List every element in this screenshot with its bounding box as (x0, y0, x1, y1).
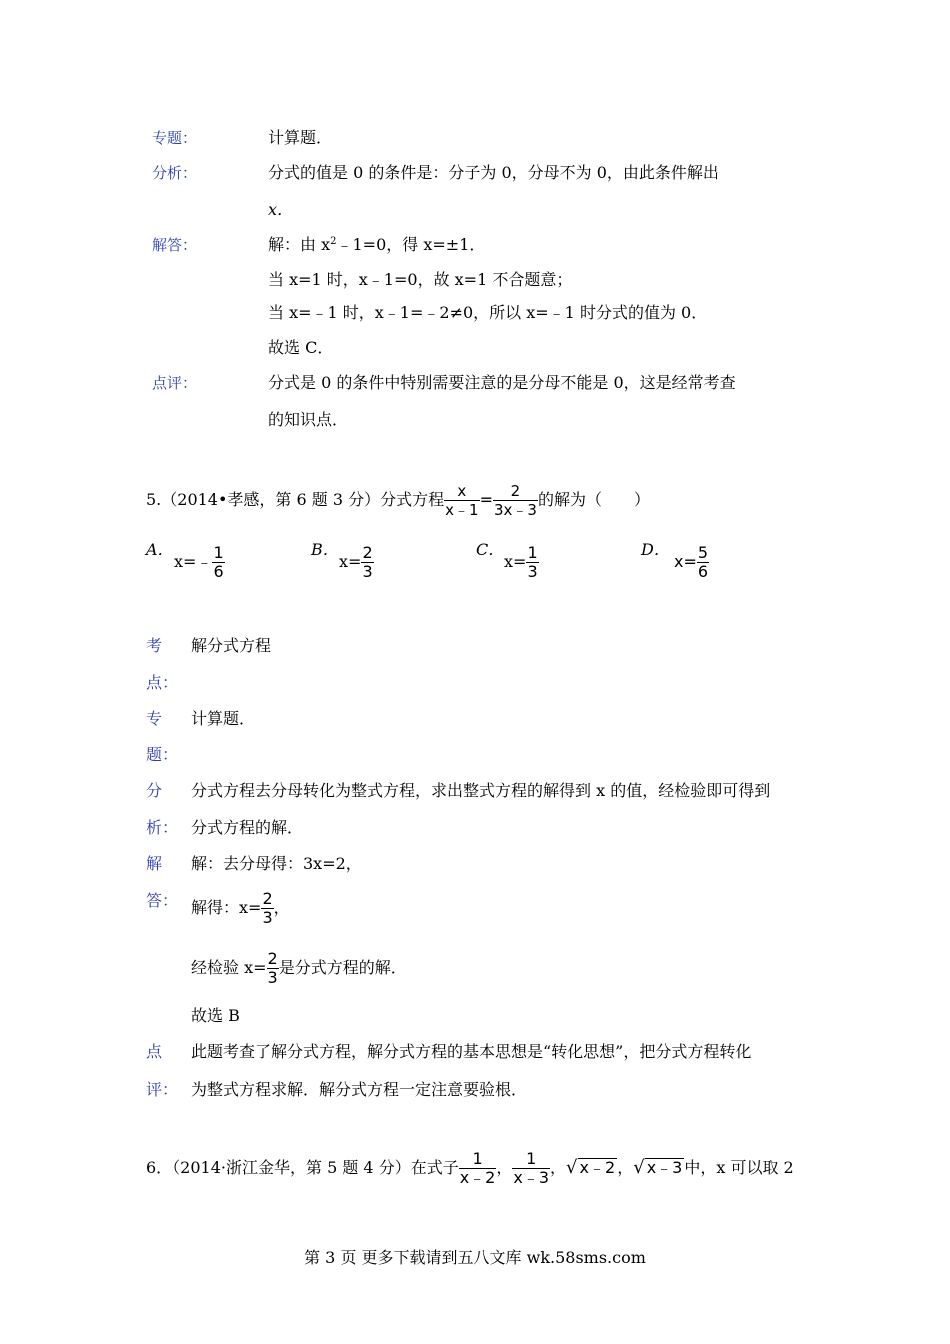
q5-option-a-den: 6 (213, 562, 224, 581)
q5-stem-prefix: 5.（2014•孝感，第 6 题 3 分）分式方程 (146, 490, 445, 509)
q4-jieda-line2: 当 x=1 时，x﹣1=0，故 x=1 不合题意； (268, 270, 573, 289)
q6-f1-den: x﹣2 (459, 1168, 496, 1187)
q6-f1-num: 1 (459, 1150, 497, 1169)
q5-stem-suffix: 的解为（ ） (537, 490, 650, 509)
q5-kaodian-label-2: 点： (146, 673, 179, 692)
q5-kaodian-label-1: 考 (146, 636, 163, 655)
q5-option-d[interactable] (641, 540, 670, 560)
q4-jieda-line1-a: 解：由 x (268, 235, 331, 254)
q5-stem (146, 478, 650, 522)
q5-option-a-letter: A． (146, 540, 174, 559)
q5-dianping-label-2: 评： (146, 1080, 179, 1099)
q5-option-a-fraction (212, 544, 224, 581)
q5-option-d-den: 6 (697, 562, 709, 581)
q5-fenxi-line2: 分式方程的解． (191, 818, 304, 837)
q5-jieda-label-1: 解 (146, 854, 163, 873)
q4-jieda-line1 (268, 235, 485, 255)
q5-eq-lhs-num: x (444, 482, 479, 501)
q5-jieda-line3-prefix: 经检验 x= (191, 958, 267, 977)
q4-zhuanti-label: 专题： (152, 129, 198, 147)
q5-jieda-line3-num: 2 (267, 949, 278, 968)
q5-option-b-num: 2 (362, 543, 373, 562)
q5-jieda-label-2: 答： (146, 891, 179, 910)
q4-jieda-line1-b: ﹣1=0，得 x=±1． (336, 235, 486, 254)
q4-dianping-label: 点评： (152, 374, 198, 392)
q5-eq-rhs-fraction (493, 482, 538, 519)
q5-jieda-line3-suffix: 是分式方程的解． (278, 958, 407, 977)
q5-dianping-label-1: 点 (146, 1042, 163, 1061)
q4-fenxi-line2: x． (268, 200, 294, 219)
q5-option-c-prefix: x= (504, 552, 527, 571)
q5-option-a-num: 1 (213, 543, 224, 562)
q5-option-a-prefix: x=﹣ (174, 552, 213, 571)
q6-sep2: ， (550, 1158, 567, 1177)
q6-sqrt2: x﹣3 (646, 1158, 683, 1177)
q6-stem-suffix: 中，x 可以取 2 (684, 1158, 794, 1177)
q4-dianping-line1: 分式是 0 的条件中特别需要注意的是分母不能是 0，这是经常考查 (268, 373, 736, 392)
q5-dianping-line1: 此题考查了解分式方程，解分式方程的基本思想是“转化思想”，把分式方程转化 (191, 1042, 752, 1061)
q5-option-c-value (504, 540, 539, 584)
q5-option-b-fraction (361, 544, 373, 581)
q4-jieda-line3: 当 x=﹣1 时，x﹣1=﹣2≠0，所以 x=﹣1 时分式的值为 0． (268, 303, 708, 322)
q5-option-a-value (174, 540, 225, 584)
q5-kaodian-text: 解分式方程 (191, 636, 272, 655)
q5-jieda-line1: 解：去分母得：3x=2， (191, 854, 362, 873)
q5-option-c-fraction (526, 544, 538, 581)
q5-option-d-num: 5 (697, 543, 709, 562)
q5-zhuanti-text: 计算题． (191, 709, 256, 728)
q5-fenxi-line1: 分式方程去分母转化为整式方程，求出整式方程的解得到 x 的值，经检验即可得到 (191, 781, 771, 800)
q5-zhuanti-label-1: 专 (146, 709, 163, 728)
q5-option-c-letter: C． (476, 540, 505, 559)
q5-jieda-line2-num: 2 (262, 889, 273, 908)
q6-sep3: ， (617, 1158, 634, 1177)
q5-jieda-line2-prefix: 解得：x= (191, 898, 262, 917)
q4-jieda-line1-sup: 2 (330, 236, 337, 247)
q5-option-b[interactable] (311, 540, 339, 560)
q5-eq-lhs-den: x﹣1 (445, 501, 479, 519)
q4-dianping-line2: 的知识点． (268, 410, 349, 429)
q5-zhuanti-label-2: 题： (146, 745, 179, 764)
q5-option-c[interactable] (476, 540, 504, 560)
q4-fenxi-label: 分析： (152, 164, 198, 182)
q6-sqrt1: x﹣2 (579, 1158, 616, 1177)
q4-zhuanti-text: 计算题． (268, 128, 333, 147)
q5-option-a[interactable] (146, 540, 174, 560)
q4-fenxi-line1: 分式的值是 0 的条件是：分子为 0，分母不为 0，由此条件解出 (268, 163, 719, 182)
q5-eq-rhs-num: 2 (493, 482, 538, 501)
q5-jieda-line2 (191, 886, 290, 930)
q5-jieda-line3-fraction (267, 950, 279, 987)
q6-sep1: ， (496, 1158, 513, 1177)
q4-jieda-label: 解答： (152, 236, 198, 254)
q5-fenxi-label-2: 析： (146, 818, 179, 837)
q5-fenxi-label-1: 分 (146, 781, 163, 800)
q5-option-b-prefix: x= (339, 552, 362, 571)
q5-jieda-line2-den: 3 (262, 908, 273, 927)
q6-stem (146, 1146, 794, 1190)
q5-jieda-line2-suffix: ， (273, 898, 290, 917)
q4-jieda-line4: 故选 C． (268, 338, 334, 357)
q6-fraction-2 (512, 1150, 550, 1187)
q6-f2-num: 1 (512, 1150, 550, 1169)
q5-option-b-value (339, 540, 374, 584)
q5-jieda-line2-fraction (261, 890, 273, 927)
q5-option-d-prefix: x= (674, 552, 697, 571)
q5-option-d-letter: D． (641, 540, 670, 559)
q5-eq-lhs-fraction (444, 482, 479, 519)
q5-jieda-line4: 故选 B (191, 1006, 240, 1025)
q5-jieda-line3 (191, 946, 407, 990)
q6-fraction-1 (459, 1150, 497, 1187)
q5-option-c-den: 3 (527, 562, 538, 581)
q5-option-d-fraction (697, 544, 709, 581)
q6-f2-den: x﹣3 (513, 1168, 550, 1187)
q5-option-b-letter: B． (311, 540, 339, 559)
q5-option-d-value (674, 540, 709, 584)
q5-eq-equals: = (479, 490, 493, 509)
page-footer: 第 3 页 更多下载请到五八文库 wk.58sms.com (304, 1248, 646, 1267)
q6-sqrt1-radical-icon: √ (566, 1157, 578, 1178)
q5-option-b-den: 3 (362, 562, 373, 581)
q6-sqrt2-radical-icon: √ (633, 1157, 645, 1178)
q5-eq-rhs-den: 3x﹣3 (493, 501, 537, 519)
q6-stem-prefix: 6．（2014·浙江金华，第 5 题 4 分）在式子 (146, 1158, 459, 1177)
q5-jieda-line3-den: 3 (267, 968, 278, 987)
q5-dianping-line2: 为整式方程求解．解分式方程一定注意要验根． (191, 1080, 528, 1099)
q5-option-c-num: 1 (527, 543, 538, 562)
